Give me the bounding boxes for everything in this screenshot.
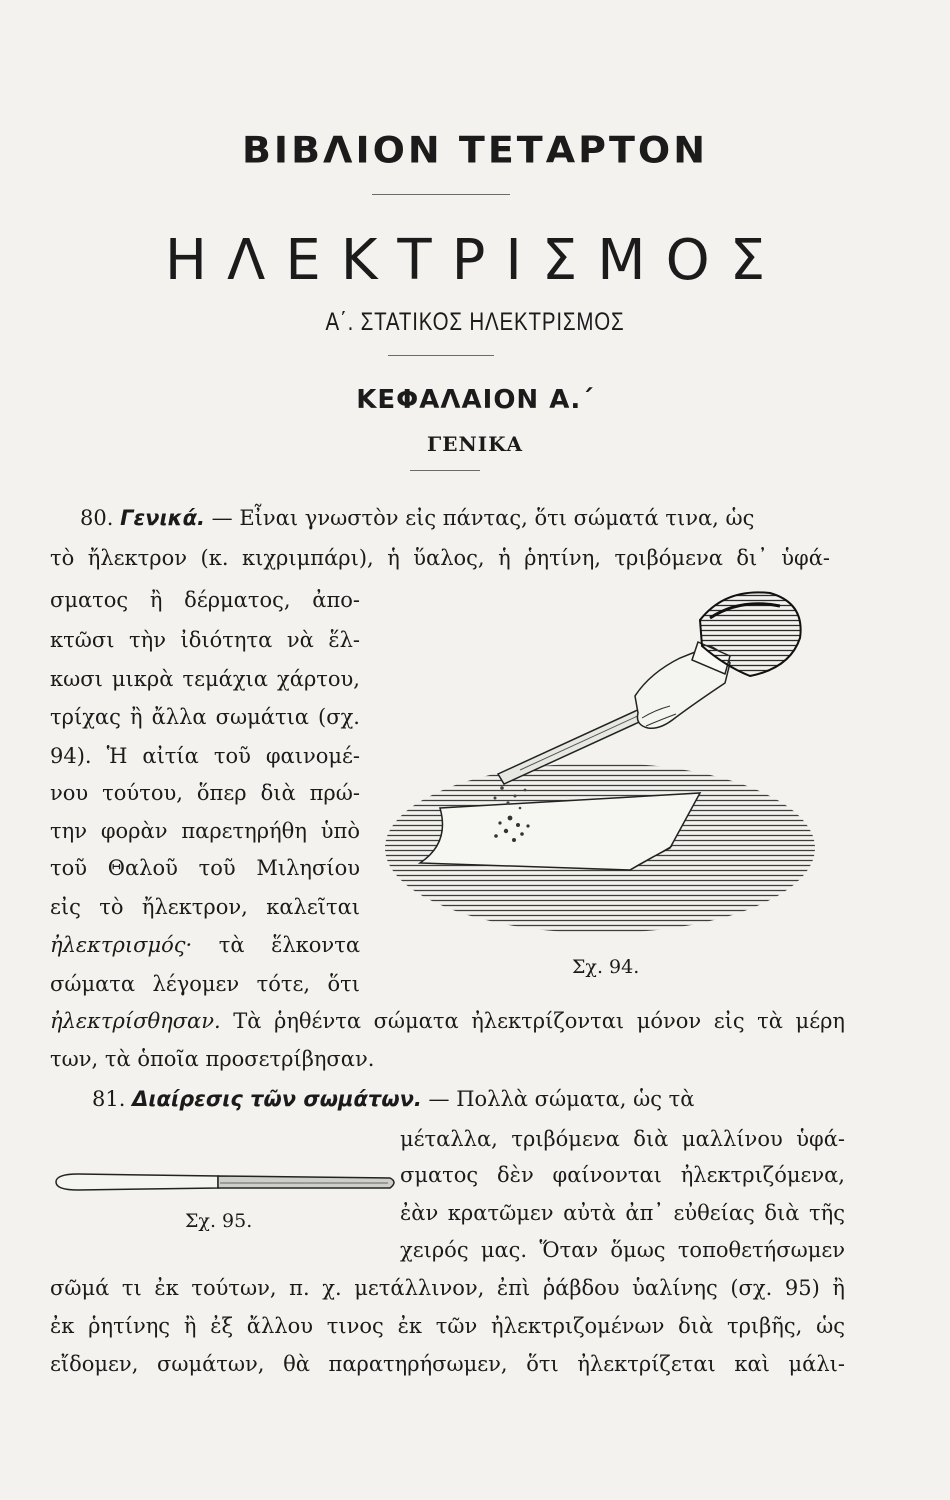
paragraph-line: χειρός μας. Ὅταν ὅμως τοποθετήσωμεν bbox=[400, 1238, 845, 1262]
paragraph-line: την φορὰν παρετηρήθη ὑπὸ bbox=[50, 819, 360, 843]
subtitle-rule bbox=[388, 355, 494, 356]
italic-term: ἠλεκτρίσθησαν. bbox=[50, 1009, 221, 1033]
paragraph-line: τρίχας ἢ ἄλλα σωμάτια (σχ. bbox=[50, 705, 360, 729]
paragraph-line: ἐκ ῥητίνης ἢ ἐξ ἄλλου τινος ἐκ τῶν ἠλεκτριζομένων διὰ τριβῆς, ὡς bbox=[50, 1314, 845, 1338]
chapter-rule bbox=[410, 470, 480, 471]
paragraph-line: 94). Ἡ αἰτία τοῦ φαινομέ- bbox=[50, 744, 360, 768]
section-number: 81. bbox=[92, 1087, 126, 1111]
section-heading: Γενικά. bbox=[120, 506, 205, 530]
paragraph-line: τὸ ἤλεκτρον (κ. κιχριμπάρι), ἡ ὕαλος, ἡ ῥητίνη, τριβόμενα δι᾽ ὑφά- bbox=[50, 546, 830, 570]
paragraph-line: των, τὰ ὁποῖα προσετρίβησαν. bbox=[50, 1047, 375, 1071]
paragraph-line: ἐὰν κρατῶμεν αὐτὰ ἀπ᾽ εὐθείας διὰ τῆς bbox=[400, 1201, 845, 1225]
chapter-heading: ΚΕΦΑΛΑΙΟΝ Α.΄ bbox=[356, 385, 594, 415]
glass-rod bbox=[56, 1174, 218, 1190]
subtitle: Α΄. ΣΤΑΤΙΚΟΣ ΗΛΕΚΤΡΙΣΜΟΣ bbox=[325, 308, 625, 336]
title-rule bbox=[372, 194, 510, 195]
text-fragment: τὰ ἕλκοντα bbox=[218, 933, 360, 957]
paragraph-line bbox=[80, 503, 850, 533]
paragraph-line: τοῦ Θαλοῦ τοῦ Μιλησίου bbox=[50, 856, 360, 880]
paragraph-line: νου τούτου, ὅπερ διὰ πρώ- bbox=[50, 781, 360, 805]
figure-95-illustration bbox=[48, 1166, 400, 1198]
paragraph-line: κτῶσι τὴν ἰδιότητα νὰ ἕλ- bbox=[50, 628, 360, 652]
text-fragment: Τὰ ῥηθέντα σώματα ἠλεκτρίζονται μόνον εἰς τὰ μέρη bbox=[233, 1009, 845, 1033]
figure-95-caption: Σχ. 95. bbox=[185, 1210, 253, 1232]
text-fragment: — Πολλὰ σώματα, ὡς τὰ bbox=[428, 1087, 695, 1111]
section-heading: Διαίρεσις τῶν σωμάτων. bbox=[132, 1087, 422, 1111]
book-title: ΒΙΒΛΙΟΝ ΤΕΤΑΡΤΟΝ bbox=[241, 129, 709, 171]
paragraph-line: κωσι μικρὰ τεμάχια χάρτου, bbox=[50, 667, 360, 691]
chapter-subheading: ΓΕΝΙΚΑ bbox=[427, 432, 523, 456]
figure-94-illustration bbox=[380, 578, 820, 948]
paragraph-line bbox=[50, 1006, 845, 1036]
paragraph-line: σματος δὲν φαίνονται ἠλεκτριζόμενα, bbox=[400, 1163, 845, 1187]
paragraph-line: σῶμά τι ἐκ τούτων, π. χ. μετάλλινον, ἐπὶ ῥάβδου ὑαλίνης (σχ. 95) ἢ bbox=[50, 1276, 845, 1300]
paragraph-line: εἴδομεν, σωμάτων, θὰ παρατηρήσωμεν, ὅτι ἠλεκτρίζεται καὶ μάλι- bbox=[50, 1352, 845, 1376]
paragraph-line: εἰς τὸ ἤλεκτρον, καλεῖται bbox=[50, 895, 360, 919]
text-fragment: — Εἶναι γνωστὸν εἰς πάντας, ὅτι σώματά τινα, ὡς bbox=[211, 506, 755, 530]
paragraph-line: σώματα λέγομεν τότε, ὅτι bbox=[50, 972, 360, 996]
paragraph-line bbox=[50, 930, 360, 960]
italic-term: ἠλεκτρισμός· bbox=[50, 933, 193, 957]
paragraph-line: σματος ἢ δέρματος, ἀπο- bbox=[50, 588, 360, 612]
paragraph-line bbox=[92, 1084, 852, 1114]
main-title: ΗΛΕΚΤΡΙΣΜΟΣ bbox=[164, 228, 786, 293]
section-number: 80. bbox=[80, 506, 114, 530]
figure-94-caption: Σχ. 94. bbox=[572, 956, 640, 978]
metal-body bbox=[218, 1176, 394, 1188]
paragraph-line: μέταλλα, τριβόμενα διὰ μαλλίνου ὑφά- bbox=[400, 1127, 845, 1151]
